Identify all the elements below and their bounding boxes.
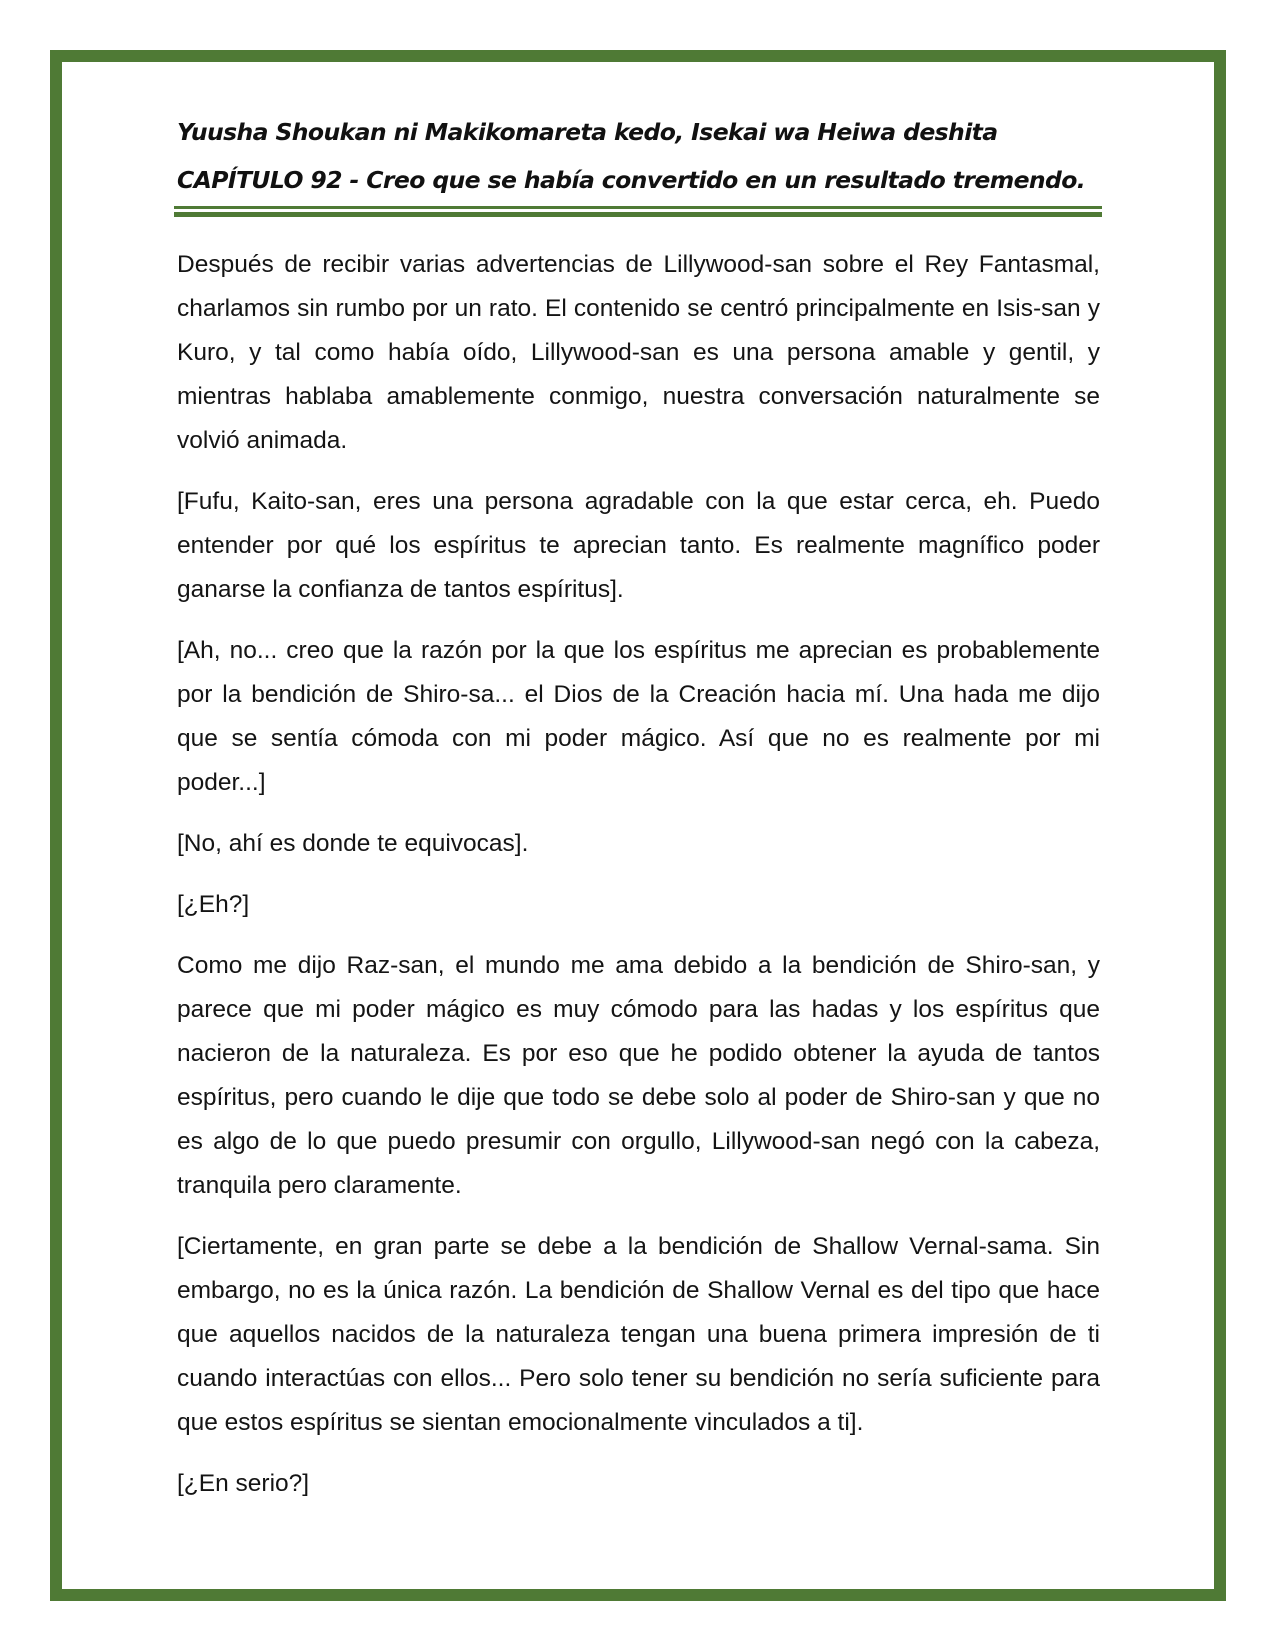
paragraph: [¿En serio?] — [177, 1470, 310, 1497]
chapter-title: CAPÍTULO 92 - Creo que se había convertido en un resultado tremendo. — [177, 166, 1086, 194]
paragraph: [¿Eh?] — [177, 891, 250, 918]
series-title: Yuusha Shoukan ni Makikomareta kedo, Isekai wa Heiwa deshita — [177, 118, 998, 146]
document-content — [177, 108, 1100, 1523]
title-divider-bottom — [174, 212, 1102, 217]
paragraph: [Ciertamente, en gran parte se debe a la bendición de Shallow Vernal-sama. Sin embargo, no es la única razón. La bendición de Shallow Vernal es del tipo que hace que aquellos nacidos de la naturaleza tengan una buena primera impresión de ti cuando interactúas con ellos... Pero solo tener su bendición no sería suficiente para que estos espíritus se sientan emocionalmente vinculados a ti]. — [177, 1233, 1100, 1436]
title-divider-top — [174, 206, 1102, 209]
paragraph: Después de recibir varias advertencias de Lillywood-san sobre el Rey Fantasmal, charlamos sin rumbo por un rato. El contenido se centró principalmente en Isis-san y Kuro, y tal como había oído, Lillywood-san es una persona amable y gentil, y mientras hablaba amablemente conmigo, nuestra conversación naturalmente se volvió animada. — [177, 251, 1100, 454]
paragraph: [Ah, no... creo que la razón por la que los espíritus me aprecian es probablemente por la bendición de Shiro-sa... el Dios de la Creación hacia mí. Una hada me dijo que se sentía cómoda con mi poder mágico. Así que no es realmente por mi poder...] — [177, 637, 1100, 796]
chapter-body — [177, 243, 1100, 1506]
paragraph: Como me dijo Raz-san, el mundo me ama debido a la bendición de Shiro-san, y parece que mi poder mágico es muy cómodo para las hadas y los espíritus que nacieron de la naturaleza. Es por eso que he podido obtener la ayuda de tantos espíritus, pero cuando le dije que todo se debe solo al poder de Shiro-san y que no es algo de lo que puedo presumir con orgullo, Lillywood-san negó con la cabeza, tranquila pero claramente. — [177, 952, 1100, 1199]
paragraph: [No, ahí es donde te equivocas]. — [177, 830, 529, 857]
paragraph: [Fufu, Kaito-san, eres una persona agradable con la que estar cerca, eh. Puedo entender por qué los espíritus te aprecian tanto. Es realmente magnífico poder ganarse la confianza de tantos espíritus]. — [177, 488, 1100, 603]
